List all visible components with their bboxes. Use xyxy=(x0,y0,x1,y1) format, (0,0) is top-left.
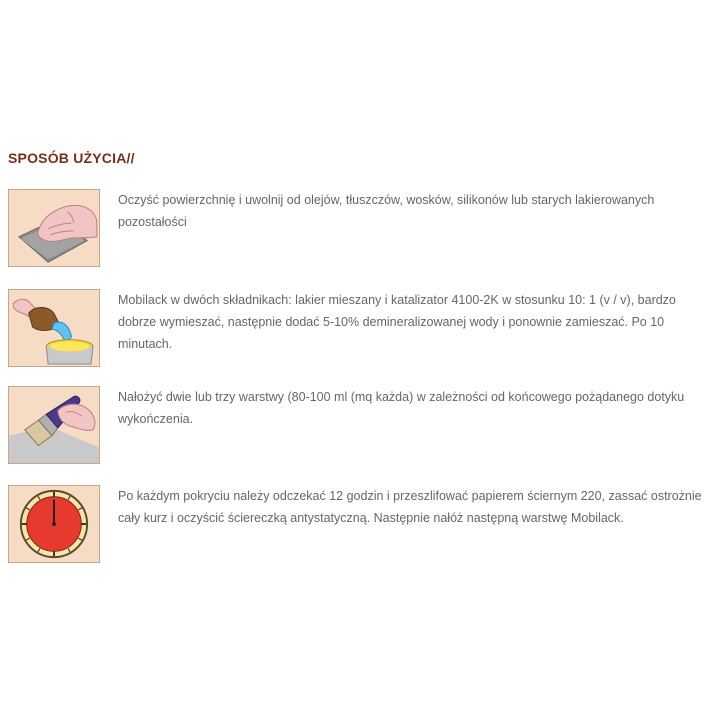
section-title: SPOSÓB UŻYCIA// xyxy=(8,150,135,166)
mixing-pour-icon xyxy=(8,289,100,367)
usage-step-text: Nałożyć dwie lub trzy warstwy (80-100 ml (mq każda) w zależności od końcowego pożądanego dotyku wykończenia. xyxy=(118,390,685,426)
brush-apply-icon xyxy=(8,386,100,464)
sanding-hand-icon xyxy=(8,189,100,267)
usage-step-text: Po każdym pokryciu należy odczekać 12 godzin i przeszlifować papierem ściernym 220, zassać ostrożnie cały kurz i oczyścić ściereczką antystatyczną. Następnie nałóż następną warstwę Mobilack. xyxy=(118,489,702,525)
clock-icon xyxy=(8,485,100,563)
usage-step-text: Oczyść powierzchnię i uwolnij od olejów, tłuszczów, wosków, silikonów lub starych lakierowanych pozostałości xyxy=(118,193,655,229)
usage-step-text: Mobilack w dwóch składnikach: lakier mieszany i katalizator 4100-2K w stosunku 10: 1 (v / v), bardzo dobrze wymieszać, następnie dodać 5-10% demineralizowanej wody i ponownie zamieszać. Po 10 minutach. xyxy=(118,293,676,351)
